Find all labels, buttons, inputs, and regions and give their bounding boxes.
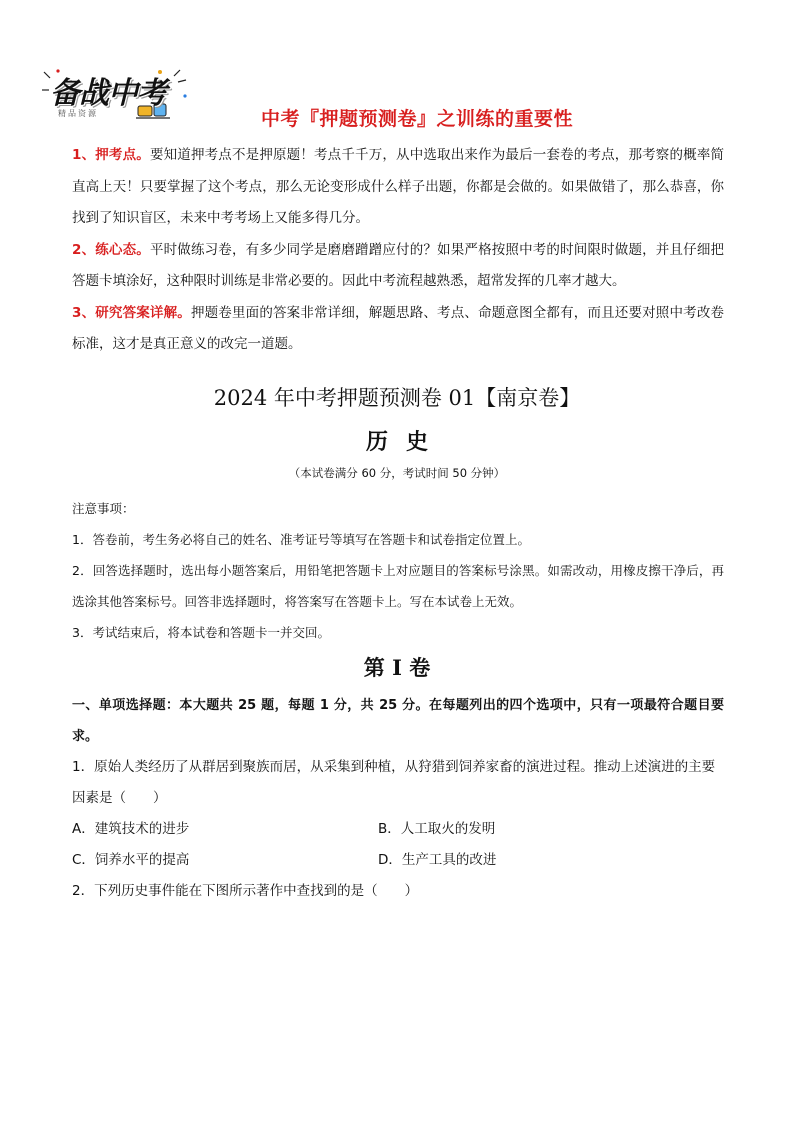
notes-section [72,493,724,648]
intro-point [72,140,724,235]
part-intro-text: 一、单项选择题：本大题共 25 题，每题 1 分，共 25 分。在每题列出的四个选项中，只有一项最符合题目要求。 [72,698,724,744]
exam-info: （本试卷满分 60 分，考试时间 50 分钟） [288,466,506,480]
section-title: 第 I 卷 [363,655,431,680]
intro-point-text: 平时做练习卷，有多少同学是磨磨蹭蹭应付的？如果严格按照中考的时间限时做题，并且仔细把答题卡填涂好，这种限时训练是非常必要的。因此中考流程越熟悉，超常发挥的几率才越大。 [72,241,724,289]
notes-heading: 注意事项： [72,501,135,516]
intro-point-label: 1、押考点。 [72,147,150,163]
intro-point [72,235,724,298]
question-stem: 1．原始人类经历了从群居到聚族而居，从采集到种植，从狩猎到饲养家畜的演进过程。推动上述演进的主要因素是（ ） [72,759,716,806]
intro-point-text: 押题卷里面的答案非常详细，解题思路、考点、命题意图全都有，而且还要对照中考改卷标准，这才是真正意义的改完一道题。 [72,304,724,352]
question-options [72,814,724,876]
logo-tagline: 精品资源 [58,109,98,118]
option-a: A．建筑技术的进步 [72,821,190,837]
note-item: 3．考试结束后，将本试卷和答题卡一并交回。 [72,625,330,640]
question-stem: 2．下列历史事件能在下图所示著作中查找到的是（ ） [72,883,419,899]
intro-point-text: 要知道押考点不是押原题！考点千千万，从中选取出来作为最后一套卷的考点，那考察的概率简直高上天！只要掌握了这个考点，那么无论变形成什么样子出题，你都是会做的。如果做错了，那么恭喜，你找到了知识盲区，未来中考考场上又能多得几分。 [72,147,724,226]
option-c: C．饲养水平的提高 [72,852,190,868]
logo-text: 备战中考 [50,76,166,111]
banner-title: 中考『押题预测卷』之训练的重要性 [260,108,573,130]
note-item: 1．答卷前，考生务必将自己的姓名、准考证号等填写在答题卡和试卷指定位置上。 [72,532,530,547]
intro-point [72,298,724,361]
part-intro [72,690,724,752]
intro-point-label: 2、练心态。 [72,241,150,258]
intro-point-label: 3、研究答案详解。 [72,304,191,321]
exam-subject: 历史 [365,429,446,455]
intro-section [72,140,724,361]
exam-title: 2024 年中考押题预测卷 01【南京卷】 [213,386,581,410]
questions-section [72,752,724,907]
note-item: 2．回答选择题时，选出每小题答案后，用铅笔把答题卡上对应题目的答案标号涂黑。如需改动，用橡皮擦干净后，再选涂其他答案标号。回答非选择题时，将答案写在答题卡上。写在本试卷上无效。 [72,563,724,609]
option-b: B．人工取火的发明 [378,821,496,837]
option-d: D．生产工具的改进 [378,852,497,868]
